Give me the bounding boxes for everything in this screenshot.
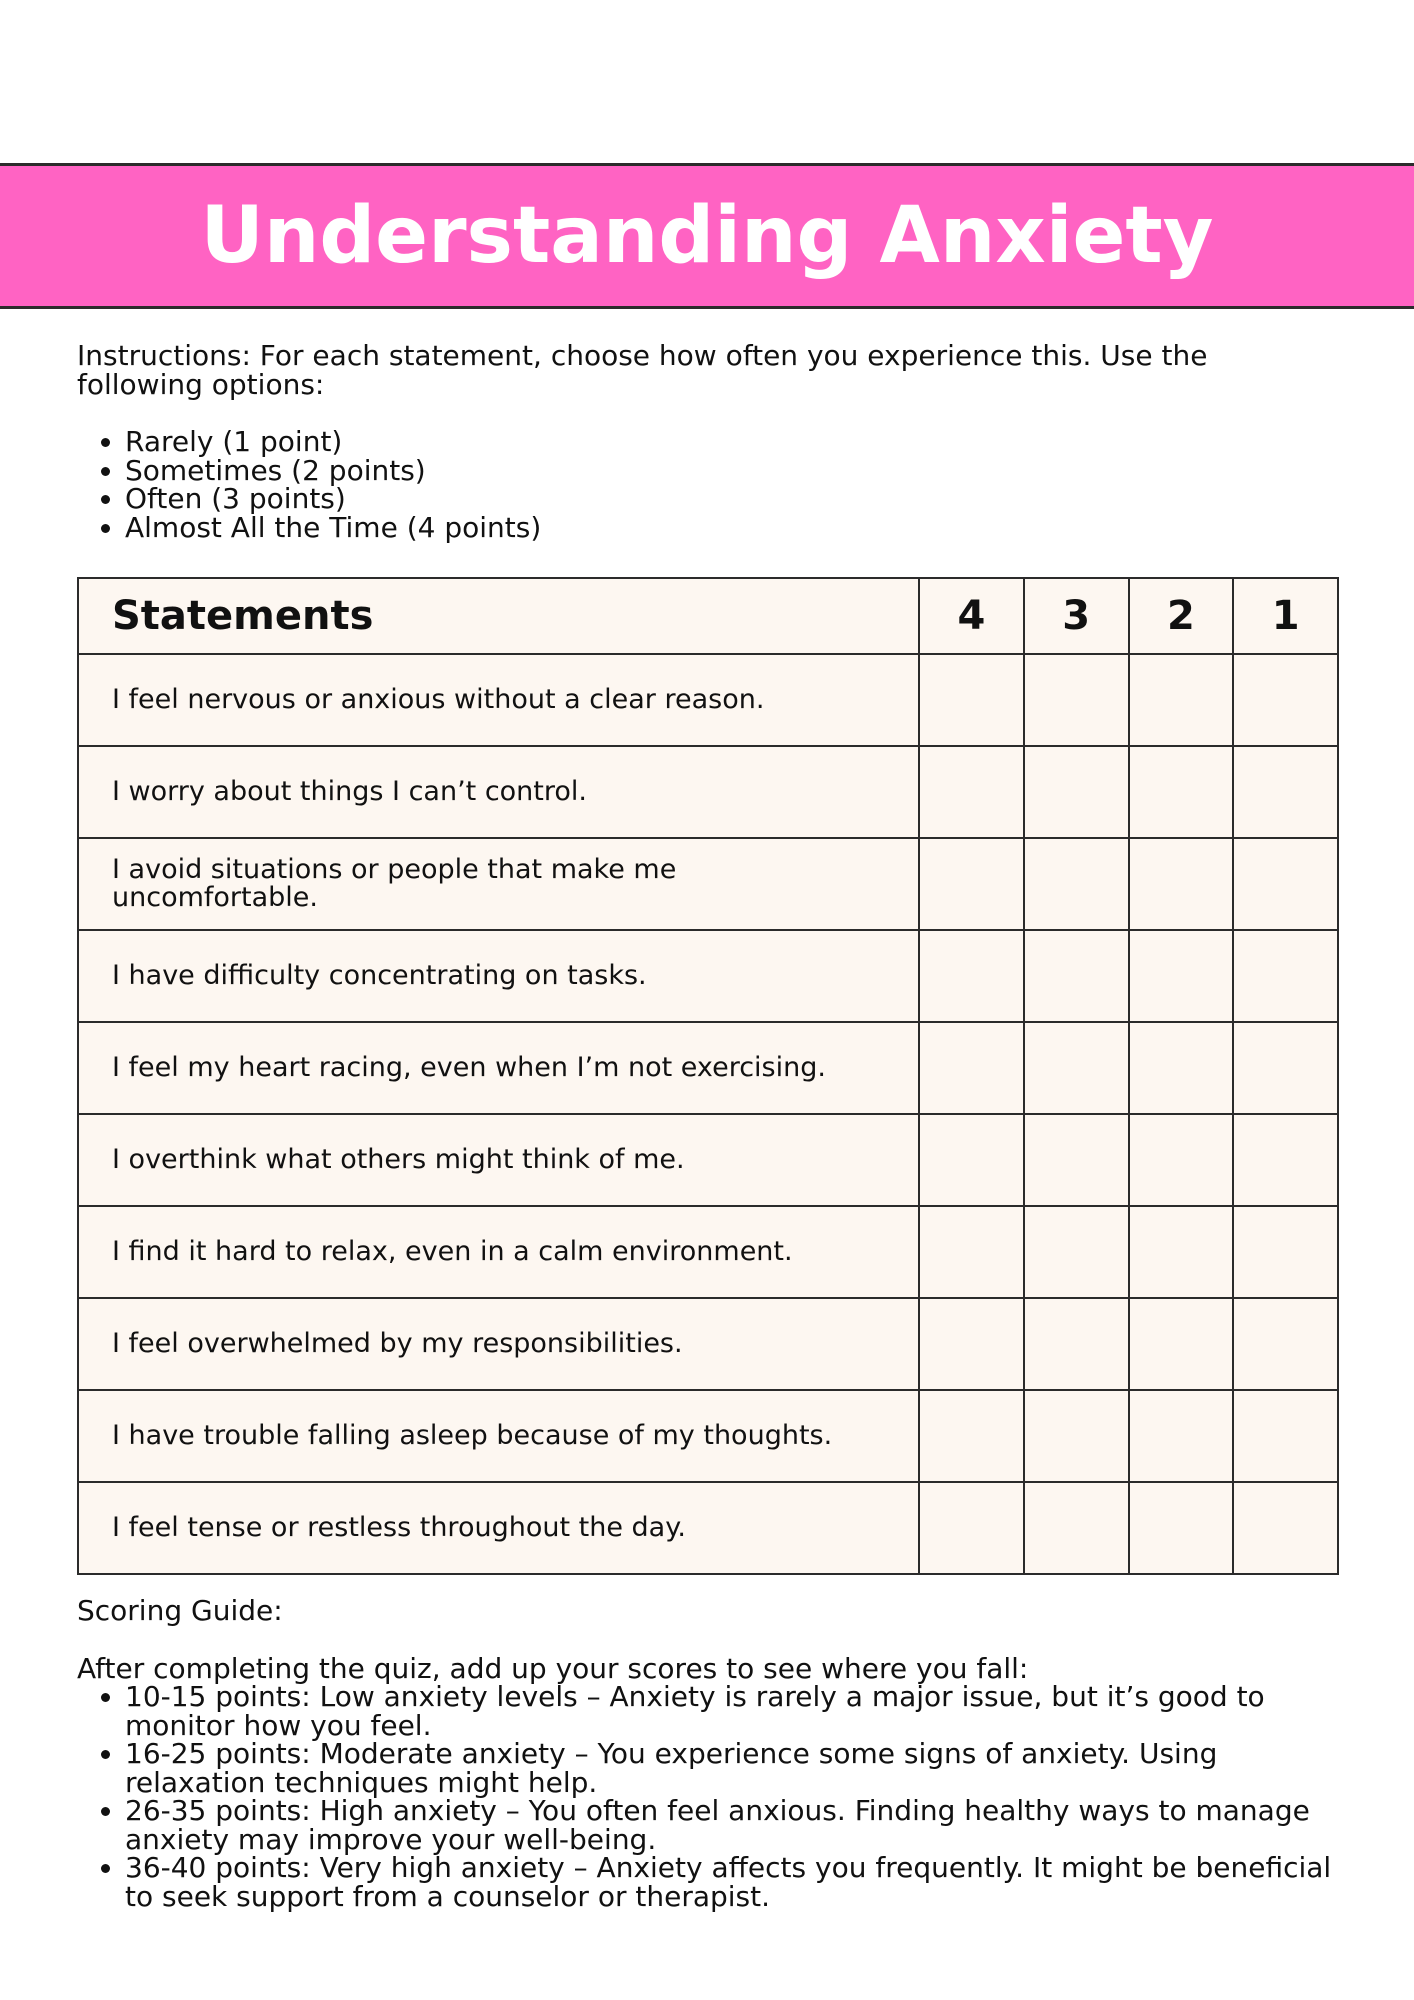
answer-cell-4[interactable] <box>919 838 1024 930</box>
table-row <box>78 930 1338 1022</box>
scoring-guide-intro: After completing the quiz, add up your scores to see where you fall: <box>77 1652 1029 1685</box>
statement-cell: I avoid situations or people that make me uncomfortable. <box>78 838 919 930</box>
statement-cell: I have trouble falling asleep because of my thoughts. <box>78 1390 919 1482</box>
answer-cell-4[interactable] <box>919 1390 1024 1482</box>
table-row <box>78 654 1338 746</box>
option-item: • Rarely (1 point) <box>125 428 541 457</box>
answer-cell-3[interactable] <box>1024 1114 1129 1206</box>
statement-cell: I find it hard to relax, even in a calm environment. <box>78 1206 919 1298</box>
answer-cell-3[interactable] <box>1024 746 1129 838</box>
answer-cell-1[interactable] <box>1233 930 1338 1022</box>
answer-cell-4[interactable] <box>919 1022 1024 1114</box>
answer-cell-4[interactable] <box>919 1206 1024 1298</box>
answer-cell-3[interactable] <box>1024 1390 1129 1482</box>
answer-cell-1[interactable] <box>1233 1298 1338 1390</box>
answer-cell-1[interactable] <box>1233 746 1338 838</box>
table-row <box>78 1206 1338 1298</box>
answer-cell-4[interactable] <box>919 1114 1024 1206</box>
table-header-row <box>78 578 1338 654</box>
statement-cell: I have difficulty concentrating on tasks. <box>78 930 919 1022</box>
quiz-table-container <box>77 577 1337 1575</box>
answer-cell-4[interactable] <box>919 746 1024 838</box>
score-header-2: 2 <box>1129 578 1234 654</box>
answer-cell-2[interactable] <box>1129 1482 1234 1574</box>
answer-cell-2[interactable] <box>1129 1114 1234 1206</box>
statement-cell: I worry about things I can’t control. <box>78 746 919 838</box>
table-row <box>78 838 1338 930</box>
answer-cell-2[interactable] <box>1129 838 1234 930</box>
statement-cell: I overthink what others might think of me. <box>78 1114 919 1206</box>
answer-cell-4[interactable] <box>919 1298 1024 1390</box>
scoring-item: • 36-40 points: Very high anxiety – Anxiety affects you frequently. It might be beneficial to seek support from a counselor or therapist. <box>125 1854 1337 1911</box>
statement-cell: I feel my heart racing, even when I’m not exercising. <box>78 1022 919 1114</box>
title-banner <box>0 163 1414 309</box>
scoring-item: • 10-15 points: Low anxiety levels – Anxiety is rarely a major issue, but it’s good to monitor how you feel. <box>125 1683 1337 1740</box>
statement-cell: I feel tense or restless throughout the day. <box>78 1482 919 1574</box>
score-header-1: 1 <box>1233 578 1338 654</box>
answer-cell-2[interactable] <box>1129 1390 1234 1482</box>
statement-cell: I feel overwhelmed by my responsibilities. <box>78 1298 919 1390</box>
statement-cell: I feel nervous or anxious without a clear reason. <box>78 654 919 746</box>
score-header-3: 3 <box>1024 578 1129 654</box>
option-item: • Almost All the Time (4 points) <box>125 514 541 543</box>
answer-cell-4[interactable] <box>919 654 1024 746</box>
table-row <box>78 1022 1338 1114</box>
answer-cell-3[interactable] <box>1024 838 1129 930</box>
answer-cell-2[interactable] <box>1129 654 1234 746</box>
answer-cell-3[interactable] <box>1024 654 1129 746</box>
quiz-table <box>77 577 1339 1575</box>
scoring-item: • 16-25 points: Moderate anxiety – You experience some signs of anxiety. Using relaxation techniques might help. <box>125 1740 1337 1797</box>
answer-cell-1[interactable] <box>1233 1022 1338 1114</box>
option-item: • Often (3 points) <box>125 485 541 514</box>
answer-cell-1[interactable] <box>1233 1206 1338 1298</box>
option-item: • Sometimes (2 points) <box>125 457 541 486</box>
scoring-guide-title: Scoring Guide: <box>77 1594 283 1627</box>
answer-cell-3[interactable] <box>1024 1298 1129 1390</box>
options-list <box>77 425 542 544</box>
table-row <box>78 1482 1338 1574</box>
answer-cell-4[interactable] <box>919 930 1024 1022</box>
answer-cell-3[interactable] <box>1024 1206 1129 1298</box>
scoring-item: • 26-35 points: High anxiety – You often feel anxious. Finding healthy ways to manage anxiety may improve your well-being. <box>125 1797 1337 1854</box>
statements-header: Statements <box>78 578 919 654</box>
answer-cell-3[interactable] <box>1024 1022 1129 1114</box>
answer-cell-1[interactable] <box>1233 1114 1338 1206</box>
scoring-list <box>77 1680 1337 1913</box>
answer-cell-2[interactable] <box>1129 1022 1234 1114</box>
table-row <box>78 1390 1338 1482</box>
answer-cell-2[interactable] <box>1129 1206 1234 1298</box>
answer-cell-1[interactable] <box>1233 838 1338 930</box>
score-header-4: 4 <box>919 578 1024 654</box>
answer-cell-3[interactable] <box>1024 1482 1129 1574</box>
table-row <box>78 1298 1338 1390</box>
page-title: Understanding Anxiety <box>200 191 1214 281</box>
answer-cell-2[interactable] <box>1129 1298 1234 1390</box>
answer-cell-4[interactable] <box>919 1482 1024 1574</box>
table-row <box>78 746 1338 838</box>
answer-cell-1[interactable] <box>1233 1482 1338 1574</box>
answer-cell-1[interactable] <box>1233 1390 1338 1482</box>
answer-cell-2[interactable] <box>1129 746 1234 838</box>
answer-cell-1[interactable] <box>1233 654 1338 746</box>
answer-cell-3[interactable] <box>1024 930 1129 1022</box>
instructions-text: Instructions: For each statement, choose how often you experience this. Use the following options: <box>77 339 1208 401</box>
table-row <box>78 1114 1338 1206</box>
answer-cell-2[interactable] <box>1129 930 1234 1022</box>
